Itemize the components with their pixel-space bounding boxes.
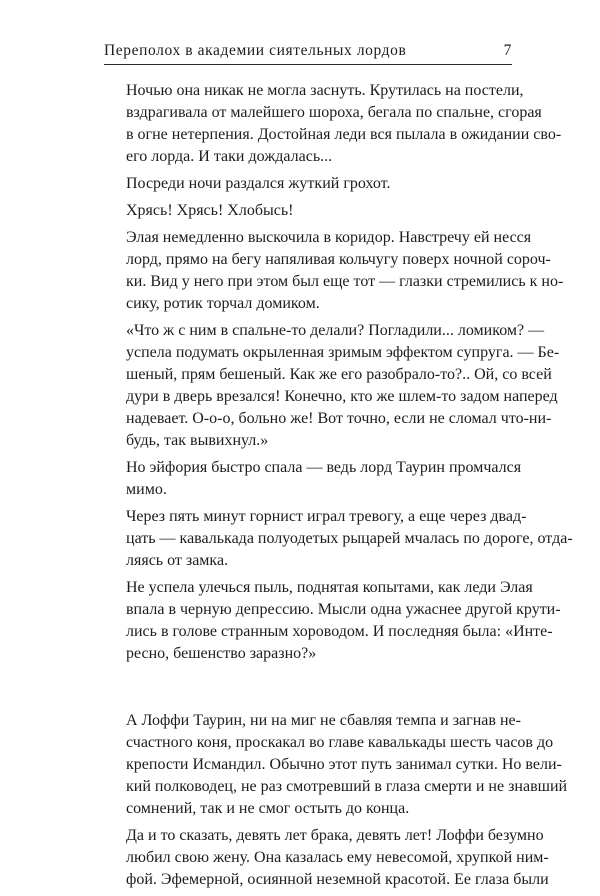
page-body: [104, 80, 573, 896]
paragraph: [104, 173, 512, 195]
page-number: 7: [503, 42, 512, 59]
text-line: фой. Эфемерной, осиянной неземной красотой. Ее глаза были: [126, 871, 549, 888]
paragraph: [104, 320, 560, 452]
running-header: [104, 40, 512, 64]
text-line: Ночью она никак не могла заснуть. Крутилась на постели,: [126, 82, 524, 99]
text-line: лись в голове странным хороводом. И последняя была: «Инте-: [126, 623, 553, 640]
paragraph: [104, 710, 568, 820]
paragraph: [104, 80, 562, 168]
text-line: в огне нетерпения. Достойная леди вся пылала в ожидании сво-: [126, 126, 562, 143]
paragraph: [104, 577, 561, 665]
text-line: Хрясь! Хрясь! Хлобысь!: [126, 202, 294, 219]
text-line: шеный, прям бешеный. Как же его разобрало-то?.. Ой, со всей: [126, 366, 552, 383]
text-line: сику, ротик торчал домиком.: [126, 295, 320, 312]
text-line: Посреди ночи раздался жуткий грохот.: [126, 175, 391, 192]
text-line: ки. Вид у него при этом был еще тот — глазки стремились к но-: [126, 273, 564, 290]
text-line: кий полководец, не раз смотревший в глаза смерти и не знавший: [126, 778, 568, 795]
text-line: надевает. О-о-о, больно же! Вот точно, если не сломал что-ни-: [126, 410, 552, 427]
text-line: дури в дверь врезался! Конечно, кто же шлем-то задом наперед: [126, 388, 558, 405]
paragraph: [104, 227, 564, 315]
text-line: будь, так вывихнул.»: [126, 432, 269, 449]
text-line: Элая немедленно выскочила в коридор. Навстречу ей несся: [126, 229, 532, 246]
paragraph: [104, 506, 573, 572]
text-line: любил свою жену. Она казалась ему невесомой, хрупкой ним-: [126, 849, 549, 866]
text-line: вздрагивала от малейшего шороха, бегала по спальне, сгорая: [126, 104, 542, 121]
text-line: успела подумать окрыленная зримым эффектом супруга. — Бе-: [126, 344, 560, 361]
section-break: [104, 670, 512, 710]
book-title: Переполох в академии сиятельных лордов: [104, 42, 407, 59]
text-line: Да и то сказать, девять лет брака, девять лет! Лоффи безумно: [126, 827, 544, 844]
text-line: сомнений, так и не смог остыть до конца.: [126, 800, 410, 817]
text-line: Не успела улечься пыль, поднятая копытами, как леди Элая: [126, 579, 533, 596]
text-line: «Что ж с ним в спальне-то делали? Погладили... ломиком? —: [126, 322, 545, 339]
text-line: ляясь от замка.: [126, 552, 229, 569]
text-section-1: [104, 80, 573, 665]
text-line: цать — кавалькада полуодетых рыцарей мчалась по дороге, отда-: [126, 530, 573, 547]
paragraph: [104, 457, 522, 501]
text-line: ресно, бешенство заразно?»: [126, 645, 317, 662]
text-line: его лорда. И таки дождалась...: [126, 148, 333, 165]
header-divider: [104, 64, 512, 65]
text-line: Но эйфория быстро спала — ведь лорд Таурин промчался: [126, 459, 522, 476]
paragraph: [104, 825, 549, 891]
paragraph: [104, 200, 512, 222]
text-line: впала в черную депрессию. Мысли одна ужаснее другой крути-: [126, 601, 561, 618]
text-section-2: [104, 710, 568, 891]
text-line: мимо.: [126, 481, 167, 498]
text-line: А Лоффи Таурин, ни на миг не сбавляя темпа и загнав не-: [126, 712, 521, 729]
text-line: счастного коня, проскакал во главе кавалькады шесть часов до: [126, 734, 554, 751]
text-line: крепости Исмандил. Обычно этот путь занимал сутки. Но вели-: [126, 756, 562, 773]
text-line: лорд, прямо на бегу напяливая кольчугу поверх ночной сороч-: [126, 251, 551, 268]
text-line: Через пять минут горнист играл тревогу, а еще через двад-: [126, 508, 527, 525]
